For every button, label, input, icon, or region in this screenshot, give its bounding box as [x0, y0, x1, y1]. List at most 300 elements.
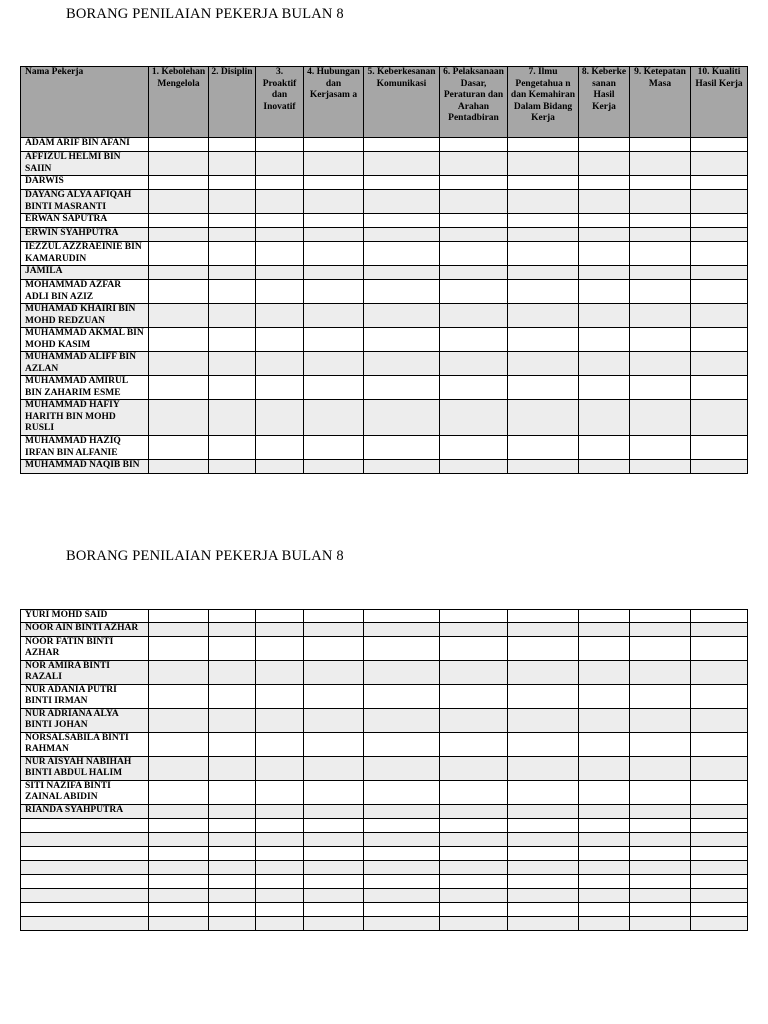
score-cell [364, 756, 440, 780]
score-cell [691, 228, 748, 242]
employee-name: ERWAN SAPUTRA [21, 214, 149, 228]
employee-name [21, 874, 149, 888]
table-row [21, 708, 748, 732]
score-cell [630, 304, 691, 328]
score-cell [440, 846, 508, 860]
score-cell [209, 888, 256, 902]
score-cell [630, 400, 691, 436]
score-cell [508, 660, 579, 684]
score-cell [364, 684, 440, 708]
score-cell [304, 804, 364, 818]
header-row [21, 67, 748, 138]
employee-name: RIANDA SYAHPUTRA [21, 804, 149, 818]
score-cell [691, 916, 748, 930]
employee-name: NUR AISYAH NABIHAH BINTI ABDUL HALIM [21, 756, 149, 780]
score-cell [304, 400, 364, 436]
score-cell [304, 266, 364, 280]
score-cell [691, 190, 748, 214]
employee-name: NOOR AIN BINTI AZHAR [21, 622, 149, 636]
score-cell [256, 902, 304, 916]
score-cell [440, 916, 508, 930]
score-cell [149, 636, 209, 660]
score-cell [364, 622, 440, 636]
score-cell [209, 732, 256, 756]
score-cell [630, 436, 691, 460]
employee-name [21, 888, 149, 902]
score-cell [691, 352, 748, 376]
employee-name: NUR ADRIANA ALYA BINTI JOHAN [21, 708, 149, 732]
score-cell [209, 916, 256, 930]
criteria-header: 1. Kebolehan Mengelola [149, 67, 209, 138]
score-cell [630, 804, 691, 818]
score-cell [209, 228, 256, 242]
score-cell [209, 400, 256, 436]
table-row [21, 804, 748, 818]
table-row [21, 846, 748, 860]
table-row [21, 352, 748, 376]
score-cell [209, 708, 256, 732]
score-cell [630, 280, 691, 304]
score-cell [508, 376, 579, 400]
score-cell [691, 660, 748, 684]
employee-name: MUHAMMAD AMIRUL BIN ZAHARIM ESME [21, 376, 149, 400]
score-cell [691, 874, 748, 888]
score-cell [440, 732, 508, 756]
employee-name: MUHAMMAD NAQIB BIN [21, 460, 149, 474]
score-cell [440, 818, 508, 832]
score-cell [304, 874, 364, 888]
score-cell [440, 622, 508, 636]
score-cell [440, 242, 508, 266]
score-cell [304, 818, 364, 832]
score-cell [209, 660, 256, 684]
score-cell [304, 732, 364, 756]
score-cell [579, 460, 630, 474]
score-cell [304, 902, 364, 916]
score-cell [440, 660, 508, 684]
score-cell [579, 266, 630, 280]
score-cell [256, 176, 304, 190]
score-cell [508, 756, 579, 780]
score-cell [579, 756, 630, 780]
table-row [21, 888, 748, 902]
criteria-header: 8. Keberke sanan Hasil Kerja [579, 67, 630, 138]
score-cell [364, 888, 440, 902]
score-cell [149, 138, 209, 152]
score-cell [508, 804, 579, 818]
score-cell [304, 622, 364, 636]
score-cell [508, 888, 579, 902]
score-cell [209, 352, 256, 376]
score-cell [256, 352, 304, 376]
score-cell [256, 610, 304, 623]
score-cell [256, 756, 304, 780]
score-cell [304, 242, 364, 266]
score-cell [508, 190, 579, 214]
score-cell [304, 708, 364, 732]
score-cell [508, 176, 579, 190]
score-cell [440, 610, 508, 623]
score-cell [691, 780, 748, 804]
employee-name: SITI NAZIFA BINTI ZAINAL ABIDIN [21, 780, 149, 804]
score-cell [691, 242, 748, 266]
score-cell [579, 636, 630, 660]
score-cell [256, 660, 304, 684]
score-cell [691, 684, 748, 708]
score-cell [256, 242, 304, 266]
score-cell [630, 832, 691, 846]
score-cell [209, 376, 256, 400]
score-cell [691, 176, 748, 190]
score-cell [630, 622, 691, 636]
score-cell [440, 266, 508, 280]
table-row [21, 684, 748, 708]
score-cell [630, 176, 691, 190]
score-cell [149, 190, 209, 214]
score-cell [440, 138, 508, 152]
score-cell [508, 304, 579, 328]
score-cell [630, 874, 691, 888]
score-cell [508, 152, 579, 176]
score-cell [508, 610, 579, 623]
score-cell [691, 376, 748, 400]
score-cell [440, 214, 508, 228]
criteria-header: 9. Ketepatan Masa [630, 67, 691, 138]
score-cell [364, 138, 440, 152]
score-cell [579, 214, 630, 228]
score-cell [256, 832, 304, 846]
score-cell [256, 280, 304, 304]
employee-name [21, 832, 149, 846]
score-cell [304, 152, 364, 176]
form-title: BORANG PENILAIAN PEKERJA BULAN 8 [66, 6, 344, 22]
criteria-header: 5. Keberkesanan Komunikasi [364, 67, 440, 138]
score-cell [149, 152, 209, 176]
score-cell [630, 190, 691, 214]
employee-name [21, 902, 149, 916]
score-cell [579, 138, 630, 152]
score-cell [440, 304, 508, 328]
score-cell [256, 190, 304, 214]
table-row [21, 460, 748, 474]
employee-name: NORSALSABILA BINTI RAHMAN [21, 732, 149, 756]
score-cell [579, 888, 630, 902]
score-cell [508, 352, 579, 376]
score-cell [304, 916, 364, 930]
score-cell [579, 152, 630, 176]
table-row [21, 242, 748, 266]
score-cell [304, 376, 364, 400]
score-cell [508, 242, 579, 266]
score-cell [508, 138, 579, 152]
score-cell [630, 732, 691, 756]
score-cell [209, 190, 256, 214]
table-row [21, 780, 748, 804]
employee-name: MUHAMMAD AKMAL BIN MOHD KASIM [21, 328, 149, 352]
score-cell [364, 846, 440, 860]
score-cell [630, 636, 691, 660]
score-cell [304, 832, 364, 846]
table-row [21, 152, 748, 176]
score-cell [630, 860, 691, 874]
score-cell [149, 242, 209, 266]
score-cell [209, 804, 256, 818]
score-cell [630, 888, 691, 902]
score-cell [579, 436, 630, 460]
score-cell [256, 732, 304, 756]
score-cell [630, 214, 691, 228]
score-cell [579, 804, 630, 818]
table-row [21, 622, 748, 636]
employee-name: ADAM ARIF BIN AFANI [21, 138, 149, 152]
score-cell [691, 732, 748, 756]
score-cell [364, 352, 440, 376]
score-cell [508, 902, 579, 916]
score-cell [149, 902, 209, 916]
score-cell [364, 228, 440, 242]
table-row [21, 874, 748, 888]
table-row [21, 610, 748, 623]
score-cell [256, 400, 304, 436]
score-cell [508, 860, 579, 874]
score-cell [579, 610, 630, 623]
score-cell [579, 328, 630, 352]
table-row [21, 860, 748, 874]
employee-name: JAMILA [21, 266, 149, 280]
evaluation-table [20, 66, 748, 474]
score-cell [209, 860, 256, 874]
score-cell [304, 228, 364, 242]
score-cell [508, 622, 579, 636]
score-cell [364, 176, 440, 190]
score-cell [691, 280, 748, 304]
score-cell [579, 660, 630, 684]
table-row [21, 660, 748, 684]
employee-name: DAYANG ALYA AFIQAH BINTI MASRANTI [21, 190, 149, 214]
score-cell [304, 436, 364, 460]
score-cell [304, 190, 364, 214]
name-column-header: Nama Pekerja [21, 67, 149, 138]
score-cell [579, 818, 630, 832]
score-cell [304, 684, 364, 708]
score-cell [691, 708, 748, 732]
score-cell [364, 242, 440, 266]
score-cell [364, 280, 440, 304]
score-cell [149, 176, 209, 190]
score-cell [256, 636, 304, 660]
score-cell [508, 846, 579, 860]
score-cell [364, 708, 440, 732]
score-cell [630, 328, 691, 352]
table-row [21, 756, 748, 780]
score-cell [579, 190, 630, 214]
score-cell [579, 832, 630, 846]
score-cell [691, 622, 748, 636]
score-cell [149, 684, 209, 708]
table-row [21, 214, 748, 228]
score-cell [691, 400, 748, 436]
score-cell [209, 280, 256, 304]
score-cell [630, 152, 691, 176]
score-cell [209, 756, 256, 780]
score-cell [304, 610, 364, 623]
score-cell [149, 304, 209, 328]
score-cell [691, 214, 748, 228]
score-cell [440, 352, 508, 376]
score-cell [209, 622, 256, 636]
score-cell [256, 328, 304, 352]
table-row [21, 636, 748, 660]
score-cell [630, 610, 691, 623]
score-cell [630, 902, 691, 916]
score-cell [304, 636, 364, 660]
score-cell [149, 818, 209, 832]
table-row [21, 280, 748, 304]
score-cell [364, 214, 440, 228]
score-cell [256, 860, 304, 874]
score-cell [364, 660, 440, 684]
score-cell [256, 888, 304, 902]
score-cell [579, 684, 630, 708]
table-row [21, 376, 748, 400]
score-cell [304, 860, 364, 874]
table-row [21, 328, 748, 352]
score-cell [508, 874, 579, 888]
form-title: BORANG PENILAIAN PEKERJA BULAN 8 [66, 548, 344, 564]
criteria-header: 3. Proaktif dan Inovatif [256, 67, 304, 138]
score-cell [149, 888, 209, 902]
table-row [21, 916, 748, 930]
score-cell [508, 214, 579, 228]
score-cell [256, 266, 304, 280]
table-row [21, 902, 748, 916]
score-cell [209, 780, 256, 804]
score-cell [304, 846, 364, 860]
score-cell [579, 242, 630, 266]
score-cell [209, 138, 256, 152]
score-cell [364, 832, 440, 846]
evaluation-table [20, 609, 748, 931]
score-cell [256, 916, 304, 930]
score-cell [209, 636, 256, 660]
score-cell [364, 916, 440, 930]
score-cell [256, 622, 304, 636]
score-cell [149, 732, 209, 756]
score-cell [630, 138, 691, 152]
score-cell [579, 708, 630, 732]
score-cell [691, 832, 748, 846]
score-cell [256, 818, 304, 832]
score-cell [256, 376, 304, 400]
table-row [21, 228, 748, 242]
score-cell [364, 804, 440, 818]
score-cell [149, 436, 209, 460]
score-cell [149, 846, 209, 860]
score-cell [440, 756, 508, 780]
employee-name: ERWIN SYAHPUTRA [21, 228, 149, 242]
score-cell [440, 436, 508, 460]
score-cell [579, 352, 630, 376]
score-cell [149, 610, 209, 623]
score-cell [149, 228, 209, 242]
score-cell [209, 610, 256, 623]
score-cell [440, 708, 508, 732]
score-cell [256, 152, 304, 176]
score-cell [209, 304, 256, 328]
score-cell [508, 732, 579, 756]
score-cell [630, 818, 691, 832]
score-cell [304, 138, 364, 152]
score-cell [691, 304, 748, 328]
score-cell [579, 400, 630, 436]
score-cell [440, 902, 508, 916]
table-row [21, 732, 748, 756]
score-cell [149, 214, 209, 228]
score-cell [149, 804, 209, 818]
score-cell [364, 460, 440, 474]
score-cell [579, 376, 630, 400]
score-cell [579, 622, 630, 636]
score-cell [440, 328, 508, 352]
score-cell [256, 436, 304, 460]
table-row [21, 436, 748, 460]
score-cell [364, 328, 440, 352]
score-cell [256, 684, 304, 708]
score-cell [691, 804, 748, 818]
score-cell [440, 832, 508, 846]
score-cell [209, 242, 256, 266]
score-cell [508, 400, 579, 436]
score-cell [579, 780, 630, 804]
score-cell [364, 190, 440, 214]
score-cell [304, 304, 364, 328]
score-cell [209, 684, 256, 708]
score-cell [149, 874, 209, 888]
score-cell [691, 460, 748, 474]
score-cell [691, 860, 748, 874]
score-cell [209, 328, 256, 352]
score-cell [364, 818, 440, 832]
score-cell [440, 400, 508, 436]
score-cell [579, 228, 630, 242]
score-cell [691, 756, 748, 780]
employee-name: MUHAMMAD HAZIQ IRFAN BIN ALFANIE [21, 436, 149, 460]
employee-name: NOR AMIRA BINTI RAZALI [21, 660, 149, 684]
criteria-header: 7. Ilmu Pengetahua n dan Kemahiran Dalam Bidang Kerja [508, 67, 579, 138]
score-cell [304, 756, 364, 780]
score-cell [508, 280, 579, 304]
score-cell [579, 846, 630, 860]
score-cell [630, 242, 691, 266]
score-cell [508, 708, 579, 732]
score-cell [630, 266, 691, 280]
score-cell [149, 460, 209, 474]
score-cell [209, 818, 256, 832]
score-cell [256, 846, 304, 860]
score-cell [440, 152, 508, 176]
score-cell [364, 152, 440, 176]
score-cell [440, 176, 508, 190]
score-cell [149, 352, 209, 376]
score-cell [209, 214, 256, 228]
score-cell [209, 902, 256, 916]
score-cell [256, 708, 304, 732]
score-cell [440, 684, 508, 708]
score-cell [364, 610, 440, 623]
table-row [21, 138, 748, 152]
table-row [21, 304, 748, 328]
score-cell [630, 352, 691, 376]
